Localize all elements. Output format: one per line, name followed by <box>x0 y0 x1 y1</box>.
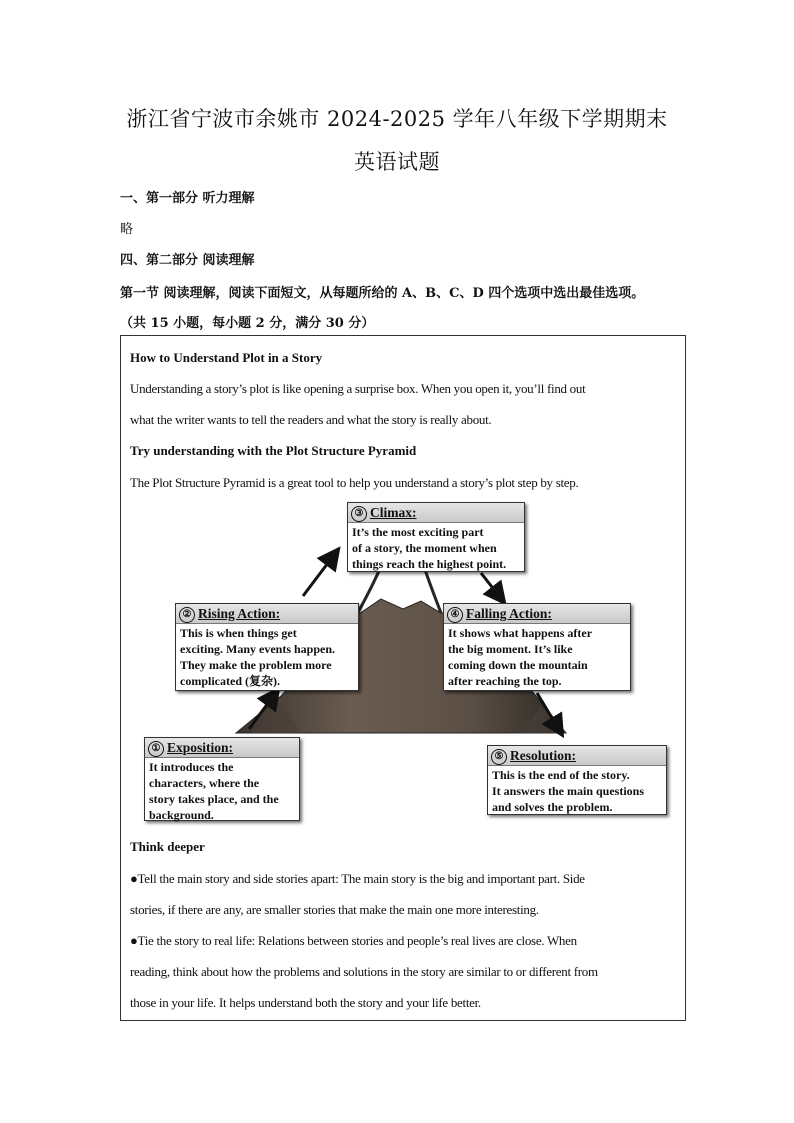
bullet1-line-2: stories, if there are any, are smaller stories that make the main one more interesting. <box>130 902 539 917</box>
stage-description: It’s the most exciting part of a story, the moment when things reach the highest point. <box>352 525 507 571</box>
pyramid-intro: The Plot Structure Pyramid is a great tool to help you understand a story’s plot step by step. <box>130 475 579 490</box>
bullet2-line-2: reading, think about how the problems and solutions in the story are similar to or different from <box>130 964 598 979</box>
stage-number: ③ <box>351 506 367 522</box>
stage-name: Falling Action: <box>466 606 552 621</box>
stage-number: ② <box>179 607 195 623</box>
page-title: 浙江省宁波市余姚市 2024-2025 学年八年级下学期期末 <box>126 107 668 131</box>
pyramid-subheading: Try understanding with the Plot Structure Pyramid <box>130 443 417 458</box>
section1-scoring: （共 15 小题，每小题 2 分，满分 30 分） <box>120 316 375 331</box>
stage-number: ④ <box>447 607 463 623</box>
bullet1-line-1: ●Tell the main story and side stories apart: The main story is the big and important part. Side <box>130 871 585 886</box>
plot-structure-pyramid <box>141 501 671 826</box>
think-deeper-heading: Think deeper <box>130 839 205 854</box>
stage-climax <box>347 502 525 572</box>
stage-name: Rising Action: <box>198 606 281 621</box>
stage-number: ⑤ <box>491 749 507 765</box>
bullet2-line-3: those in your life. It helps understand both the story and your life better. <box>130 995 481 1010</box>
arrow-rising-to-climax <box>303 551 337 596</box>
stage-exposition <box>144 737 300 821</box>
part1-heading: 一、第一部分 听力理解 <box>120 191 255 206</box>
stage-name: Climax: <box>370 505 417 520</box>
stage-resolution <box>487 745 667 815</box>
part1-note: 略 <box>120 222 134 237</box>
part2-heading: 四、第二部分 阅读理解 <box>120 253 255 268</box>
arrow-climax-to-falling <box>481 573 503 601</box>
passage-title: How to Understand Plot in a Story <box>130 350 323 365</box>
stage-name: Resolution: <box>510 748 577 763</box>
stage-description: This is when things get exciting. Many events happen. They make the problem more complicated (复杂). <box>180 626 336 688</box>
stage-name: Exposition: <box>167 740 234 755</box>
stage-description: This is the end of the story. It answers the main questions and solves the problem. <box>492 768 645 814</box>
page-subtitle: 英语试题 <box>354 150 440 174</box>
stage-falling-action <box>443 603 631 691</box>
reading-passage-box <box>120 335 686 1021</box>
bullet2-line-1: ●Tie the story to real life: Relations between stories and people’s real lives are close. When <box>130 933 577 948</box>
intro-line-2: what the writer wants to tell the readers and what the story is really about. <box>130 412 492 427</box>
stage-number: ① <box>148 741 164 757</box>
stage-description: It introduces the characters, where the story takes place, and the background. <box>149 760 279 822</box>
stage-rising-action <box>175 603 359 691</box>
intro-line-1: Understanding a story’s plot is like opening a surprise box. When you open it, you’ll find out <box>130 381 586 396</box>
section1-instruction: 第一节 阅读理解，阅读下面短文，从每题所给的 A、B、C、D 四个选项中选出最佳选项。 <box>120 286 645 301</box>
stage-description: It shows what happens after the big moment. It’s like coming down the mountain after reaching the top. <box>448 626 593 688</box>
